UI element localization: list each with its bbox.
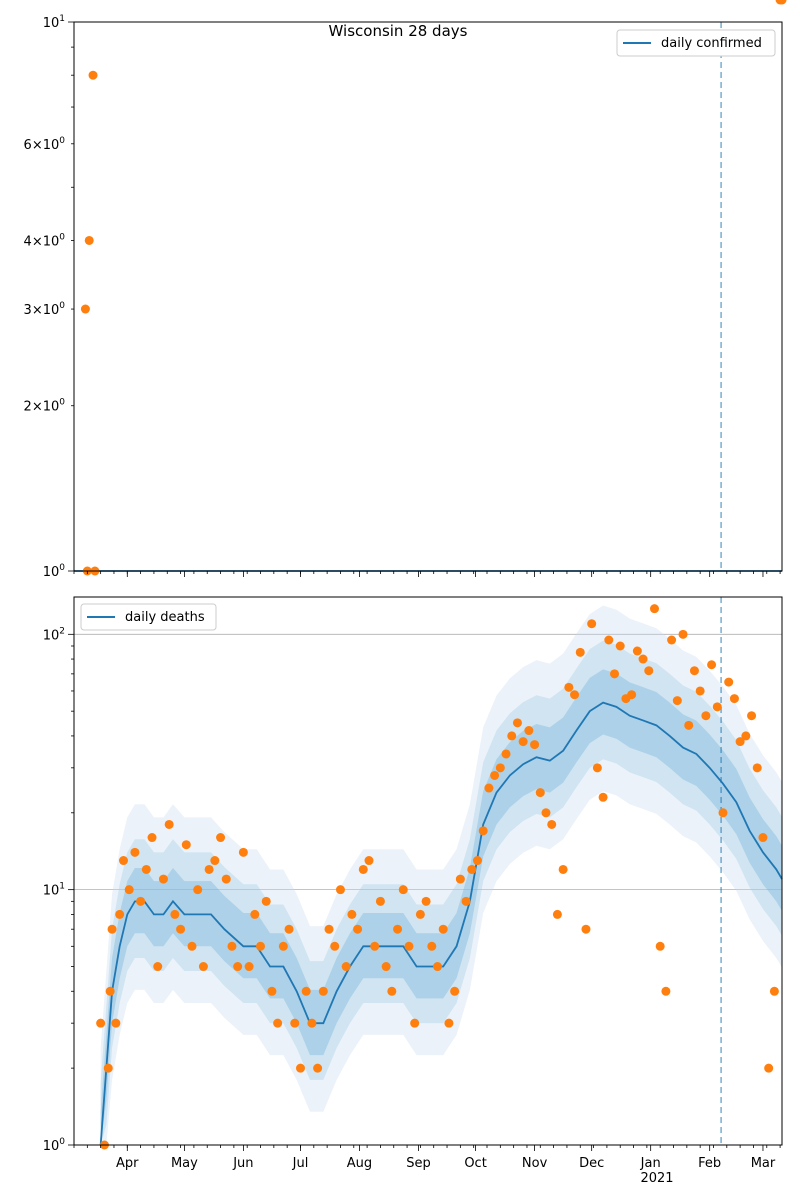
bottom-data-point (111, 1019, 120, 1028)
bottom-data-point (502, 749, 511, 758)
bottom-data-point (353, 925, 362, 934)
top-data-point (81, 305, 90, 314)
bottom-data-point (524, 726, 533, 735)
bottom-data-point (125, 885, 134, 894)
bottom-data-point (581, 925, 590, 934)
bottom-legend (81, 604, 216, 630)
bottom-data-point (633, 647, 642, 656)
bottom-data-point (182, 840, 191, 849)
bottom-data-point (496, 763, 505, 772)
bottom-data-point (667, 636, 676, 645)
bottom-data-point (170, 910, 179, 919)
bottom-data-point (285, 925, 294, 934)
bottom-y-tick-label: $10^0$ (42, 1137, 65, 1154)
bottom-data-point (444, 1019, 453, 1028)
top-y-tick-label: $10^0$ (42, 563, 65, 580)
bottom-data-point (199, 962, 208, 971)
bottom-x-tick-label: Feb (698, 1156, 722, 1171)
top-y-tick-label: $6\times 10^0$ (23, 135, 65, 153)
bottom-data-point (770, 987, 779, 996)
bottom-data-point (513, 718, 522, 727)
bottom-data-point (650, 604, 659, 613)
bottom-data-point (467, 865, 476, 874)
bottom-data-point (273, 1019, 282, 1028)
bottom-data-point (764, 1064, 773, 1073)
bottom-data-point (376, 897, 385, 906)
bottom-data-point (393, 925, 402, 934)
bottom-data-point (439, 925, 448, 934)
bottom-data-point (696, 686, 705, 695)
bottom-data-point (104, 1064, 113, 1073)
bottom-data-point (559, 865, 568, 874)
bottom-data-point (753, 763, 762, 772)
bottom-data-point (610, 669, 619, 678)
bottom-x-tick-label: Apr (116, 1156, 139, 1171)
top-data-point (85, 236, 94, 245)
bottom-data-point (130, 848, 139, 857)
top-legend-label: daily confirmed (661, 36, 762, 51)
bottom-data-point (279, 942, 288, 951)
bottom-data-point (267, 987, 276, 996)
bottom-data-point (296, 1064, 305, 1073)
bottom-data-point (416, 910, 425, 919)
bottom-data-point (530, 740, 539, 749)
bottom-data-point (719, 808, 728, 817)
bottom-data-point (404, 942, 413, 951)
bottom-data-point (136, 897, 145, 906)
bottom-data-point (690, 666, 699, 675)
bottom-data-point (313, 1064, 322, 1073)
x-year-label: 2021 (640, 1171, 674, 1186)
bottom-data-point (193, 885, 202, 894)
bottom-data-point (222, 875, 231, 884)
bottom-data-point (479, 826, 488, 835)
top-legend (617, 30, 775, 56)
bottom-data-point (553, 910, 562, 919)
bottom-y-tick-label: $10^1$ (42, 881, 65, 899)
bottom-data-point (599, 793, 608, 802)
bottom-data-point (473, 856, 482, 865)
bottom-data-point (661, 987, 670, 996)
bottom-data-point (684, 721, 693, 730)
bottom-data-point (142, 865, 151, 874)
bottom-data-point (108, 925, 117, 934)
bottom-data-point (644, 666, 653, 675)
bottom-data-point (290, 1019, 299, 1028)
top-y-tick-label: $3\times 10^0$ (23, 301, 65, 319)
bottom-data-point (250, 910, 259, 919)
bottom-data-point (227, 942, 236, 951)
bottom-data-point (96, 1019, 105, 1028)
bottom-data-point (547, 820, 556, 829)
bottom-data-point (673, 696, 682, 705)
bottom-data-point (205, 865, 214, 874)
bottom-x-tick-label: Mar (750, 1156, 776, 1171)
bottom-x-tick-label: Oct (464, 1156, 487, 1171)
bottom-data-point (741, 731, 750, 740)
bottom-data-point (450, 987, 459, 996)
bottom-x-tick-label: Sep (406, 1156, 431, 1171)
bottom-data-point (302, 987, 311, 996)
bottom-x-tick-label: Dec (579, 1156, 605, 1171)
bottom-data-point (570, 690, 579, 699)
bottom-legend-label: daily deaths (125, 610, 205, 625)
bottom-data-point (153, 962, 162, 971)
bottom-data-point (319, 987, 328, 996)
bottom-data-point (106, 987, 115, 996)
bottom-data-point (307, 1019, 316, 1028)
chart-title: Wisconsin 28 days (328, 22, 468, 40)
bottom-data-point (604, 636, 613, 645)
bottom-data-point (713, 702, 722, 711)
bottom-data-point (536, 788, 545, 797)
bottom-data-point (639, 655, 648, 664)
bottom-data-point (730, 694, 739, 703)
bottom-data-point (382, 962, 391, 971)
bottom-data-point (627, 690, 636, 699)
bottom-x-tick-label: Jun (233, 1156, 254, 1171)
bottom-data-point (262, 897, 271, 906)
bottom-data-point (564, 683, 573, 692)
bottom-data-point (330, 942, 339, 951)
bottom-y-tick-label: $10^2$ (42, 626, 65, 644)
bottom-data-point (233, 962, 242, 971)
bottom-data-point (616, 641, 625, 650)
bottom-data-point (707, 660, 716, 669)
bottom-x-tick-label: Nov (521, 1156, 548, 1171)
bottom-data-point (115, 910, 124, 919)
bottom-data-point (256, 942, 265, 951)
bottom-data-point (347, 910, 356, 919)
bottom-data-point (342, 962, 351, 971)
top-data-point (89, 71, 98, 80)
bottom-data-point (701, 711, 710, 720)
bottom-data-point (239, 848, 248, 857)
bottom-data-point (422, 897, 431, 906)
bottom-data-point (456, 875, 465, 884)
bottom-data-point (490, 771, 499, 780)
bottom-data-point (359, 865, 368, 874)
top-y-tick-label: $10^1$ (42, 14, 65, 31)
bottom-data-point (119, 856, 128, 865)
bottom-data-point (587, 619, 596, 628)
bottom-data-point (484, 784, 493, 793)
bottom-data-point (176, 925, 185, 934)
bottom-data-point (210, 856, 219, 865)
bottom-data-point (427, 942, 436, 951)
bottom-data-point (387, 987, 396, 996)
bottom-data-point (216, 833, 225, 842)
bottom-data-point (679, 630, 688, 639)
bottom-data-point (399, 885, 408, 894)
bottom-data-point (593, 763, 602, 772)
bottom-data-point (758, 833, 767, 842)
bottom-x-tick-label: May (170, 1156, 198, 1171)
bottom-data-point (433, 962, 442, 971)
bottom-data-point (747, 711, 756, 720)
bottom-data-point (159, 875, 168, 884)
bottom-x-tick-label: Aug (346, 1156, 373, 1171)
bottom-data-point (165, 820, 174, 829)
top-y-tick-label: $2\times 10^0$ (23, 397, 65, 415)
bottom-data-point (410, 1019, 419, 1028)
bottom-data-point (507, 731, 516, 740)
bottom-data-point (148, 833, 157, 842)
top-y-tick-label: $4\times 10^0$ (23, 232, 65, 250)
bottom-x-tick-label: Jul (292, 1156, 309, 1171)
bottom-data-point (370, 942, 379, 951)
bottom-data-point (245, 962, 254, 971)
bottom-data-point (519, 737, 528, 746)
bottom-data-point (188, 942, 197, 951)
bottom-data-point (336, 885, 345, 894)
bottom-data-point (724, 678, 733, 687)
bottom-data-point (576, 648, 585, 657)
bottom-data-point (542, 808, 551, 817)
bottom-x-tick-label: Jan (640, 1156, 661, 1171)
bottom-data-point (325, 925, 334, 934)
bottom-data-point (462, 897, 471, 906)
bottom-data-point (656, 942, 665, 951)
bottom-data-point (365, 856, 374, 865)
